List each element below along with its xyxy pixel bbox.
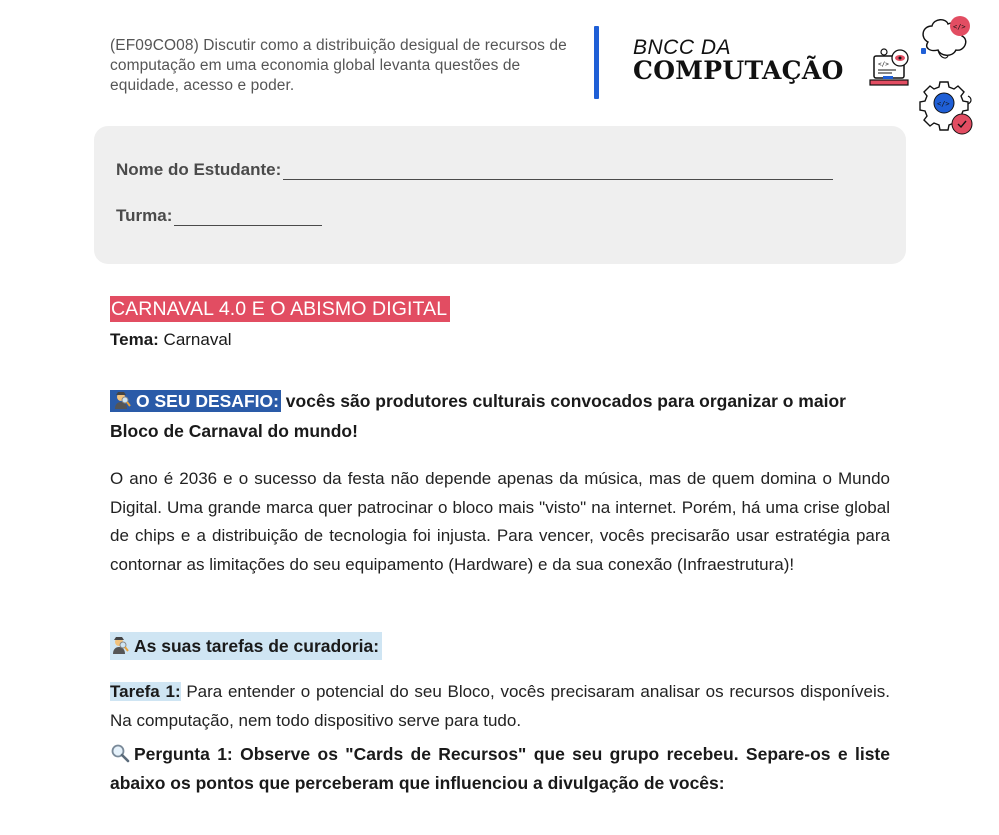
detective-icon	[112, 390, 132, 410]
tasks-heading	[110, 632, 382, 660]
intro-paragraph: O ano é 2036 e o sucesso da festa não depende apenas da música, mas de quem domina o Mundo Digital. Uma grande marca quer patrocinar o bloco mais "visto" na internet. Porém, há uma crise global de chips e a distribuição de tecnologia foi injusta. Para vencer, vocês precisarão usar estratégia para contornar as limitações do seu equipamento (Hardware) e da sua conexão (Infraestrutura)!	[110, 469, 890, 574]
detective-icon	[110, 635, 130, 655]
svg-text:</>: </>	[937, 100, 950, 108]
header-divider	[594, 26, 599, 99]
theme-label: Tema:	[110, 330, 159, 349]
brand-illustrations	[868, 14, 988, 136]
challenge-statement	[110, 386, 890, 446]
challenge-label-highlight	[110, 390, 281, 412]
class-field[interactable]	[116, 206, 322, 226]
brand-bottom-text: COMPUTAÇÃO	[633, 56, 844, 85]
task-1	[110, 678, 890, 735]
question-1-text: Pergunta 1: Observe os "Cards de Recursos" que seu grupo recebeu. Separe-os e liste abaixo os pontos que perceberam que influenciou a divulgação de vocês:	[110, 744, 890, 793]
theme-value: Carnaval	[158, 330, 232, 349]
svg-text:</>: </>	[878, 61, 889, 68]
task-1-label: Tarefa 1:	[110, 682, 181, 701]
brain-code-plug-icon	[918, 14, 978, 66]
svg-text:</>: </>	[953, 23, 966, 31]
student-name-label: Nome do Estudante:	[116, 160, 282, 179]
magnifier-icon	[110, 743, 130, 763]
task-1-text: Para entender o potencial do seu Bloco, vocês precisaram analisar os recursos disponíveis. Na computação, nem todo dispositivo serve para tudo.	[110, 682, 890, 730]
theme-line	[110, 330, 232, 350]
activity-title: CARNAVAL 4.0 E O ABISMO DIGITAL	[110, 296, 450, 322]
brand-logo	[633, 38, 844, 84]
brand-top-text: BNCC DA	[633, 36, 732, 59]
class-label: Turma:	[116, 206, 173, 225]
question-1	[110, 740, 890, 798]
gear-code-check-icon	[918, 76, 978, 136]
tasks-heading-text: As suas tarefas de curadoria:	[134, 636, 380, 656]
student-info-box	[94, 126, 906, 264]
student-name-field[interactable]	[116, 160, 833, 180]
student-name-blank[interactable]	[283, 166, 833, 180]
class-blank[interactable]	[174, 212, 322, 226]
challenge-text: vocês são produtores culturais convocados para organizar o maior Bloco de Carnaval do mundo!	[110, 391, 846, 441]
challenge-label: O SEU DESAFIO:	[136, 391, 279, 411]
skill-description: (EF09CO08) Discutir como a distribuição desigual de recursos de computação em uma economia global levanta questões de equidade, acesso e poder.	[110, 37, 567, 94]
laptop-code-eye-icon	[868, 44, 916, 92]
